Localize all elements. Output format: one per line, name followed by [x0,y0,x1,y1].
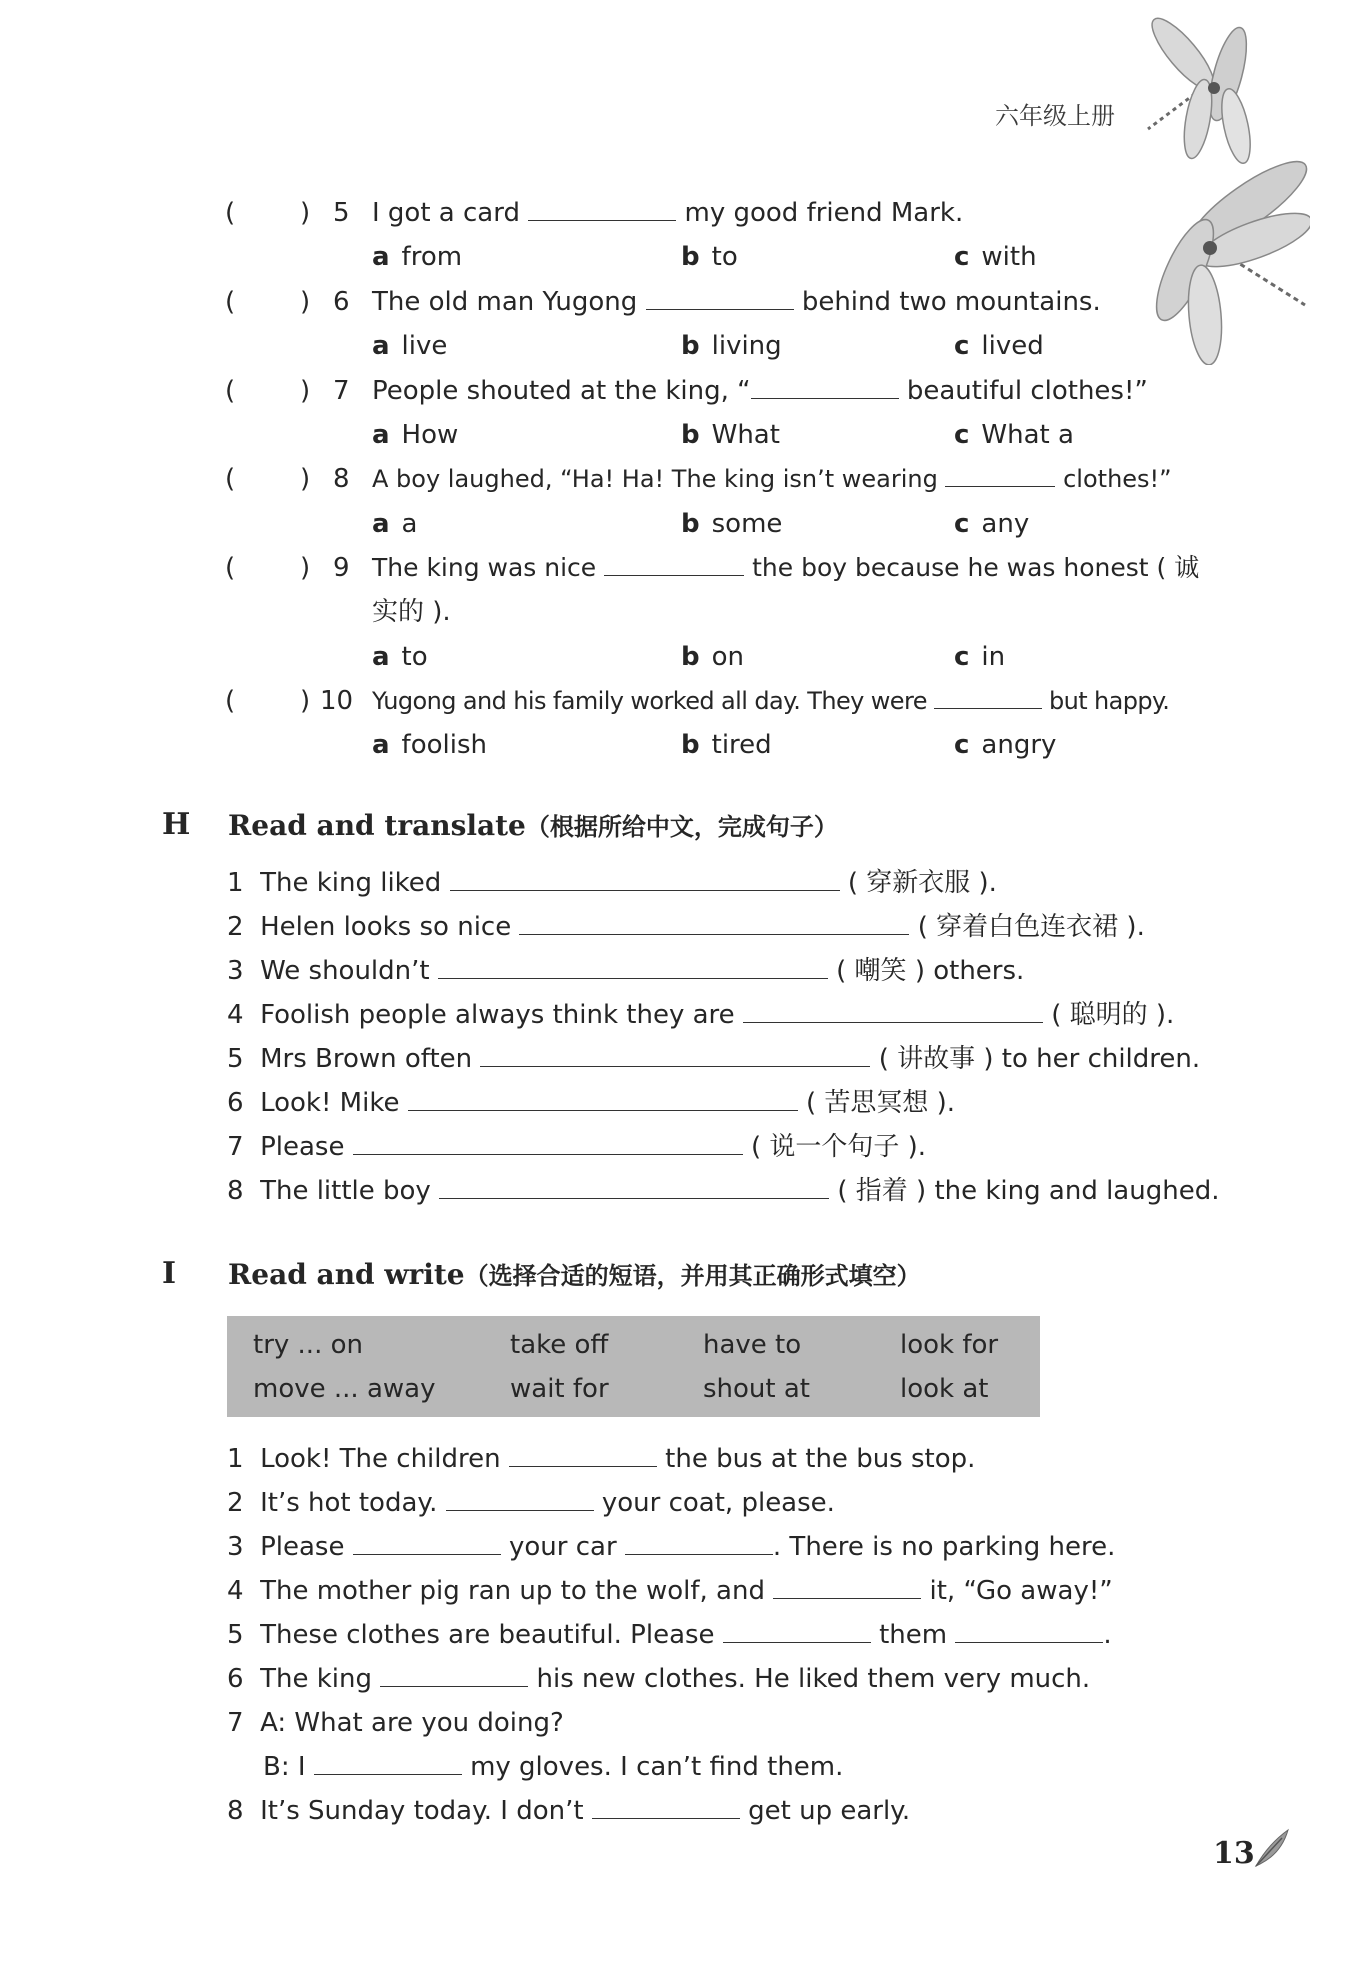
answer-paren-close: ) [300,376,311,406]
question-stem: A boy laughed, “Ha! Ha! The king isn’t wearing [372,465,938,493]
section-letter: H [162,807,191,842]
dragonfly-bottom-decoration [1130,150,1310,365]
answer-paren-close: ) [300,198,311,228]
question-text-continued: 实的 ). [372,597,451,627]
phrase-option: move ... away [253,1374,436,1404]
answer-blank[interactable] [528,198,676,221]
option-b[interactable]: b to [681,242,738,272]
answer-blank[interactable] [955,1620,1103,1643]
question-number: 7 [333,376,350,406]
phrase-option: take off [510,1330,609,1360]
section-letter: I [162,1256,177,1291]
option-a[interactable]: a How [372,420,459,450]
answer-paren-close: ) [300,686,311,716]
question-number: 5 [333,198,350,228]
section-title: Read and write [228,1258,465,1291]
question-stem-end: but happy. [1048,687,1170,715]
answer-blank[interactable] [592,1796,740,1819]
phrase-option: look for [900,1330,999,1360]
translate-item: 4 Foolish people always think they are ( 聪明的 ). [227,1000,1175,1030]
fill-item-continued: B: I my gloves. I can’t find them. [263,1752,844,1782]
phrase-option: try ... on [253,1330,363,1360]
option-c[interactable]: c lived [954,331,1044,361]
question-stem-end: beautiful clothes!” [906,376,1148,406]
translate-item: 1 The king liked ( 穿新衣服 ). [227,868,997,898]
fill-item: 6 The king his new clothes. He liked them very much. [227,1664,1091,1694]
translate-item: 7 Please ( 说一个句子 ). [227,1132,927,1162]
phrase-option: have to [703,1330,802,1360]
question-number: 10 [320,686,354,716]
option-b[interactable]: b What [681,420,780,450]
answer-blank[interactable] [450,868,840,891]
fill-item: 8 It’s Sunday today. I don’t get up early. [227,1796,911,1826]
answer-blank[interactable] [945,464,1055,487]
fill-item: 1 Look! The children the bus at the bus stop. [227,1444,976,1474]
option-b[interactable]: b on [681,642,745,672]
question-stem: The king was nice [372,553,597,582]
section-heading [228,1256,921,1291]
translate-item: 6 Look! Mike ( 苦思冥想 ). [227,1088,956,1118]
option-c[interactable]: c What a [954,420,1074,450]
question-text [372,551,1199,585]
answer-blank[interactable] [646,287,794,310]
answer-paren-open: ( [225,553,236,583]
answer-paren-open: ( [225,287,236,317]
question-stem-end: behind two mountains. [801,287,1101,317]
answer-blank[interactable] [934,686,1042,709]
question-number: 8 [333,464,350,494]
question-stem: I got a card [372,198,520,228]
question-text [372,374,1148,408]
answer-blank[interactable] [743,1000,1043,1023]
answer-blank[interactable] [480,1044,870,1067]
grade-label: 六年级上册 [995,102,1115,130]
option-a[interactable]: a from [372,242,463,272]
phrase-option: shout at [703,1374,810,1404]
answer-blank[interactable] [773,1576,921,1599]
translate-item: 5 Mrs Brown often ( 讲故事 ) to her children. [227,1044,1201,1074]
answer-blank[interactable] [439,1176,829,1199]
option-b[interactable]: b tired [681,730,772,760]
answer-blank[interactable] [604,553,744,576]
answer-paren-close: ) [300,553,311,583]
question-stem: The old man Yugong [372,287,638,317]
answer-paren-open: ( [225,464,236,494]
option-a[interactable]: a foolish [372,730,487,760]
translate-item: 2 Helen looks so nice ( 穿着白色连衣裙 ). [227,912,1145,942]
answer-blank[interactable] [314,1752,462,1775]
feather-icon [1252,1826,1292,1870]
fill-item: 5 These clothes are beautiful. Please them . [227,1620,1112,1650]
answer-paren-close: ) [300,464,311,494]
answer-blank[interactable] [625,1532,773,1555]
section-title: Read and translate [228,809,526,842]
answer-paren-open: ( [225,198,236,228]
question-number: 9 [333,553,350,583]
option-b[interactable]: b living [681,331,782,361]
answer-blank[interactable] [723,1620,871,1643]
question-text [372,462,1172,496]
translate-item: 3 We shouldn’t ( 嘲笑 ) others. [227,956,1025,986]
question-stem-end: my good friend Mark. [684,198,964,228]
question-stem: People shouted at the king, “ [372,376,751,406]
answer-blank[interactable] [751,376,899,399]
page-number: 13 [1213,1836,1255,1871]
question-text [372,285,1101,319]
answer-blank[interactable] [380,1664,528,1687]
answer-blank[interactable] [446,1488,594,1511]
question-stem-end: the boy because he was honest ( 诚 [752,553,1200,582]
question-stem-end: clothes!” [1063,465,1172,493]
fill-item: 7 A: What are you doing? [227,1708,564,1738]
answer-paren-close: ) [300,287,311,317]
phrase-option: wait for [510,1374,609,1404]
question-text [372,684,1169,718]
answer-paren-open: ( [225,376,236,406]
answer-blank[interactable] [519,912,909,935]
option-b[interactable]: b some [681,509,783,539]
option-a[interactable]: a live [372,331,448,361]
answer-paren-open: ( [225,686,236,716]
option-c[interactable]: c with [954,242,1037,272]
fill-item: 3 Please your car . There is no parking here. [227,1532,1116,1562]
option-a[interactable]: a a [372,509,418,539]
phrase-option: look at [900,1374,989,1404]
translate-item: 8 The little boy ( 指着 ) the king and laughed. [227,1176,1220,1206]
question-stem: Yugong and his family worked all day. They were [372,687,927,715]
section-subtitle: （选择合适的短语，并用其正确形式填空） [464,1262,921,1290]
fill-item: 2 It’s hot today. your coat, please. [227,1488,835,1518]
section-subtitle: （根据所给中文，完成句子） [525,813,838,841]
answer-blank[interactable] [353,1132,743,1155]
option-c[interactable]: c any [954,509,1030,539]
option-c[interactable]: c in [954,642,1006,672]
question-text [372,196,963,230]
question-number: 6 [333,287,350,317]
section-heading [228,807,838,842]
answer-blank[interactable] [438,956,828,979]
option-c[interactable]: c angry [954,730,1057,760]
answer-blank[interactable] [509,1444,657,1467]
answer-blank[interactable] [353,1532,501,1555]
dragonfly-top-decoration [1128,14,1308,164]
option-a[interactable]: a to [372,642,428,672]
answer-blank[interactable] [408,1088,798,1111]
fill-item: 4 The mother pig ran up to the wolf, and it, “Go away!” [227,1576,1113,1606]
